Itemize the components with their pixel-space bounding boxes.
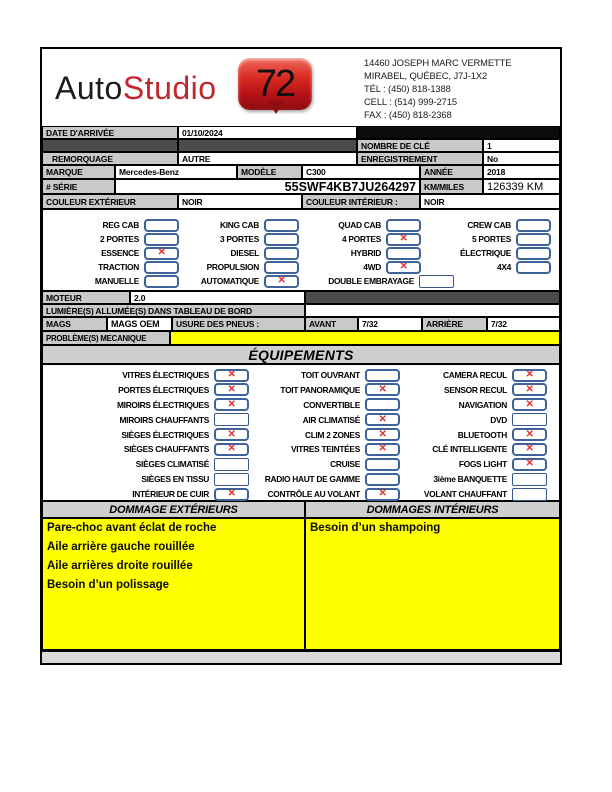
automatique-label: AUTOMATIQUE: [200, 276, 259, 286]
exterior-damage-line: Pare-choc avant éclat de roche: [47, 522, 217, 534]
convertible-label: CONVERTIBLE: [303, 399, 360, 410]
equipment-checkbox-section: [42, 364, 560, 501]
navigation-checkbox[interactable]: [512, 398, 547, 411]
exterior-damage-notes[interactable]: [42, 518, 305, 650]
year-label: ANNÉE: [420, 165, 483, 179]
sieges-electriques-checkbox[interactable]: [214, 428, 249, 441]
fogs-light-checkbox[interactable]: [512, 458, 547, 471]
cruise-label: CRUISE: [330, 459, 360, 470]
double-embrayage-checkbox[interactable]: [419, 275, 454, 288]
propulsion-label: PROPULSION: [206, 262, 259, 272]
date-arrival-label: DATE D'ARRIVÉE: [42, 126, 178, 139]
front-tire-label: AVANT: [305, 317, 358, 331]
controle-au-volant-label: CONTRÔLE AU VOLANT: [267, 489, 360, 499]
fax-line: FAX : (450) 818-2368: [364, 108, 452, 120]
interieur-de-cuir-label: INTÉRIEUR DE CUIR: [132, 489, 209, 499]
rear-tire-label: ARRIÈRE: [422, 317, 487, 331]
mechanical-problems-label: PROBLÈME(S) MECANIQUE: [42, 331, 170, 345]
equipment-section-title: ÉQUIPEMENTS: [42, 345, 560, 364]
3ieme-banquette-checkbox[interactable]: [512, 473, 547, 486]
mags-field[interactable]: MAGS OEM: [107, 317, 172, 331]
reg-cab-checkbox[interactable]: [144, 219, 179, 232]
dvd-label: DVD: [490, 414, 507, 425]
towing-label: REMORQUAGE: [42, 152, 178, 165]
interior-damage-notes[interactable]: [305, 518, 560, 650]
4wd-label: 4WD: [363, 262, 381, 272]
essence-label: ESSENCE: [101, 248, 139, 258]
cle-intelligente-label: CLÉ INTELLIGENTE: [432, 444, 507, 455]
sensor-recul-label: SENSOR RECUL: [444, 384, 507, 395]
dash-lights-label: LUMIÈRE(S) ALLUMÉE(S) DANS TABLEAU DE BORD: [42, 304, 305, 317]
form-header: [42, 49, 560, 126]
equipment-column-1: [51, 369, 249, 500]
keys-count-field[interactable]: 1: [483, 139, 560, 152]
dark-filler-cell: [42, 139, 178, 152]
dvd-checkbox[interactable]: [512, 413, 547, 426]
rear-tire-field[interactable]: 7/32: [487, 317, 560, 331]
sieges-electriques-label: SIÈGES ÉLECTRIQUES: [121, 429, 209, 440]
spec-checkbox-section: [42, 209, 560, 291]
engine-field[interactable]: 2.0: [130, 291, 305, 304]
address-block: [364, 57, 511, 122]
traction-checkbox[interactable]: [144, 261, 179, 274]
mechanical-problems-field[interactable]: [170, 331, 560, 345]
dash-lights-field[interactable]: [305, 304, 560, 317]
radio-haut-de-gamme-label: RADIO HAUT DE GAMME: [264, 474, 360, 485]
year-field[interactable]: 2018: [483, 165, 560, 179]
serial-label: # SÉRIE: [42, 179, 115, 194]
volant-chauffant-label: VOLANT CHAUFFANT: [423, 489, 507, 499]
equipment-column-3: [343, 369, 547, 500]
sensor-recul-checkbox[interactable]: [512, 383, 547, 396]
clim-2-zones-label: CLIM 2 ZONES: [304, 429, 360, 440]
sieges-climatise-label: SIÈGES CLIMATISÉ: [135, 459, 209, 470]
cell-line: CELL : (514) 999-2715: [364, 95, 457, 107]
exterior-damage-line: Besoin d’un polissage: [47, 579, 170, 591]
exterior-damage-line: Aile arrière gauche rouillée: [47, 541, 195, 553]
logo-studio-text: Studio: [122, 70, 217, 106]
traction-label: TRACTION: [98, 262, 139, 272]
3-portes-label: 3 PORTES: [219, 234, 259, 244]
cle-intelligente-checkbox[interactable]: [512, 443, 547, 456]
crew-cab-label: CREW CAB: [467, 220, 511, 230]
sieges-en-tissu-label: SIÈGES EN TISSU: [141, 474, 209, 485]
make-field[interactable]: Mercedes-Benz: [115, 165, 237, 179]
toit-ouvrant-label: TOIT OUVRANT: [300, 370, 360, 380]
manuelle-checkbox[interactable]: [144, 275, 179, 288]
king-cab-label: KING CAB: [219, 220, 259, 230]
spec-column-1: [51, 218, 179, 288]
toit-panoramique-label: TOIT PANORAMIQUE: [280, 384, 360, 395]
crew-cab-checkbox[interactable]: [516, 219, 551, 232]
4-portes-label: 4 PORTES: [341, 234, 381, 244]
sieges-chauffants-checkbox[interactable]: [214, 443, 249, 456]
2-portes-checkbox[interactable]: [144, 233, 179, 246]
interior-color-field[interactable]: NOIR: [420, 194, 560, 209]
spec-column-4: [423, 218, 551, 274]
km-field[interactable]: 126339 KM: [483, 179, 560, 194]
4x4-label: 4X4: [496, 262, 511, 272]
portes-electriques-label: PORTES ÉLECTRIQUES: [118, 384, 209, 395]
vitres-electriques-checkbox[interactable]: [214, 369, 249, 382]
5-portes-checkbox[interactable]: [516, 233, 551, 246]
sieges-chauffants-label: SIÈGES CHAUFFANTS: [123, 444, 209, 455]
model-label: MODÈLE: [237, 165, 302, 179]
autostudio-logo: [55, 70, 217, 107]
miroirs-electriques-label: MIROIRS ÉLECTRIQUES: [116, 399, 209, 410]
dark-filler-cell: [305, 291, 560, 304]
interior-color-label: COULEUR INTÉRIEUR :: [302, 194, 420, 209]
miroirs-electriques-checkbox[interactable]: [214, 398, 249, 411]
keys-count-label: NOMBRE DE CLÉ: [357, 139, 483, 152]
black-filler-cell: [357, 126, 560, 139]
interior-damage-line: Besoin d’un shampoing: [310, 522, 441, 534]
exterior-damage-title: DOMMAGE EXTÉRIEURS: [42, 501, 305, 518]
tire-wear-label: USURE DES PNEUS :: [172, 317, 305, 331]
miroirs-chauffants-label: MIROIRS CHAUFFANTS: [119, 414, 209, 425]
address-line: MIRABEL, QUÉBEC, J7J-1X2: [364, 69, 488, 81]
exterior-color-label: COULEUR EXTÉRIEUR: [42, 194, 178, 209]
mags-label: MAGS: [42, 317, 107, 331]
exterior-color-field[interactable]: NOIR: [178, 194, 302, 209]
camera-recul-label: CAMERA RECUL: [442, 370, 507, 380]
quad-cab-checkbox[interactable]: [386, 219, 421, 232]
manuelle-label: MANUELLE: [94, 276, 139, 286]
sieges-en-tissu-checkbox[interactable]: [214, 473, 249, 486]
miroirs-chauffants-checkbox[interactable]: [214, 413, 249, 426]
volant-chauffant-checkbox[interactable]: [512, 488, 547, 501]
footer-bar: [42, 650, 560, 663]
serial-field[interactable]: 55SWF4KB7JU264297: [115, 179, 420, 194]
logo-auto-text: Auto: [55, 70, 123, 106]
5-portes-label: 5 PORTES: [471, 234, 511, 244]
vehicle-intake-form: [40, 47, 562, 665]
navigation-label: NAVIGATION: [458, 399, 507, 410]
essence-checkbox[interactable]: [144, 247, 179, 260]
sieges-climatise-checkbox[interactable]: [214, 458, 249, 471]
registration-field[interactable]: No: [483, 152, 560, 165]
address-line: 14460 JOSEPH MARC VERMETTE: [364, 57, 512, 68]
bluetooth-label: BLUETOOTH: [457, 429, 507, 440]
spec-column-2: [183, 218, 299, 288]
bluetooth-checkbox[interactable]: [512, 428, 547, 441]
hybrid-checkbox[interactable]: [386, 247, 421, 260]
fogs-light-label: FOGS LIGHT: [458, 459, 507, 470]
dark-filler-cell: [178, 139, 357, 152]
registration-label: ENREGISTREMENT: [357, 152, 483, 165]
logo-72-badge-icon: [238, 58, 312, 110]
hybrid-label: HYBRID: [350, 248, 381, 258]
portes-electriques-checkbox[interactable]: [214, 383, 249, 396]
vitres-teintees-label: VITRES TEINTÉES: [290, 444, 360, 455]
camera-recul-checkbox[interactable]: [512, 369, 547, 382]
vitres-electriques-label: VITRES ÉLECTRIQUES: [122, 370, 209, 380]
reg-cab-label: REG CAB: [102, 220, 139, 230]
front-tire-field[interactable]: 7/32: [358, 317, 422, 331]
4-portes-checkbox[interactable]: [386, 233, 421, 246]
electrique-checkbox[interactable]: [516, 247, 551, 260]
phone-line: TÉL : (450) 818-1388: [364, 82, 451, 94]
make-label: MARQUE: [42, 165, 115, 179]
interior-damage-title: DOMMAGES INTÉRIEURS: [305, 501, 560, 518]
double-embrayage-label: DOUBLE EMBRAYAGE: [328, 276, 414, 286]
3ieme-banquette-label: 3ième BANQUETTE: [433, 474, 507, 485]
exterior-damage-line: Aile arrières droite rouillée: [47, 560, 193, 572]
quad-cab-label: QUAD CAB: [338, 220, 381, 230]
km-label: KM/MILES: [420, 179, 483, 194]
air-climatise-label: AIR CLIMATISÉ: [302, 414, 360, 425]
towing-field[interactable]: AUTRE: [178, 152, 357, 165]
logo-badge-number: 72: [255, 62, 295, 105]
model-field[interactable]: C300: [302, 165, 420, 179]
electrique-label: ÉLECTRIQUE: [460, 248, 511, 258]
4wd-checkbox[interactable]: [386, 261, 421, 274]
engine-label: MOTEUR: [42, 291, 130, 304]
date-arrival-field[interactable]: 01/10/2024: [178, 126, 357, 139]
interieur-de-cuir-checkbox[interactable]: [214, 488, 249, 501]
2-portes-label: 2 PORTES: [99, 234, 139, 244]
diesel-label: DIESEL: [230, 248, 259, 258]
4x4-checkbox[interactable]: [516, 261, 551, 274]
